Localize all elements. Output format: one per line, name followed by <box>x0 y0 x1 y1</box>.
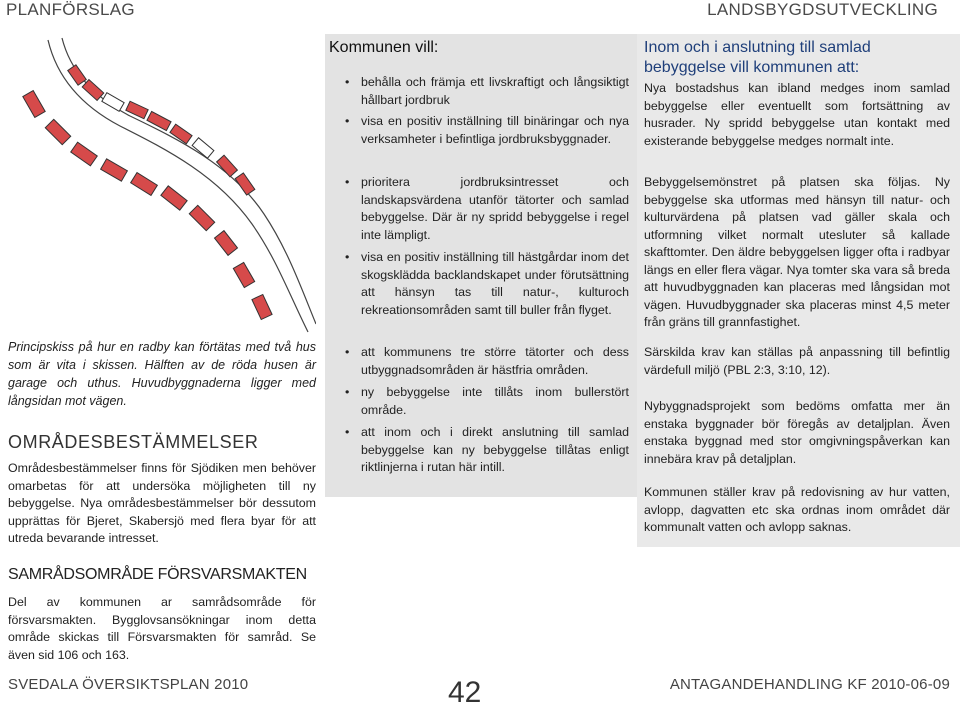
bullet-item: • behålla och främja ett livskraftigt och långsiktigt hållbart jordbruk <box>339 74 629 109</box>
existing-house <box>45 119 70 144</box>
existing-house <box>189 205 214 230</box>
existing-house <box>252 294 272 319</box>
bullet-group-1 <box>339 74 629 148</box>
right-paragraph: Nya bostadshus kan ibland medges inom samlad bebyggelse eller eventuellt som fortsättning av husrader. Ny spridd bebyggelse utan kontakt med existerande bebyggelse medges normalt inte. <box>644 81 950 148</box>
existing-house <box>170 124 192 144</box>
samradsomrade-title: SAMRÅDSOMRÅDE FÖRSVARSMAKTEN <box>8 566 307 583</box>
right-paragraph: Nybyggnadsprojekt som bedöms omfatta mer än enstaka byggnader bör föregås av detaljplan. Även enstaka byggnad med stor omgivningspåverkan kan innebära krav på detaljplan. <box>644 399 950 466</box>
omradesbestammelser-title: OMRÅDESBESTÄMMELSER <box>8 432 259 452</box>
bullet-item: • att inom och i direkt anslutning till samlad bebyggelse kan ny bebyggelse tillåtas enligt riktlinjerna i rutan här intill. <box>339 424 629 477</box>
right-paragraph: Kommunen ställer krav på redovisning av hur vatten, avlopp, dagvatten etc ska ordnas inom området där kommunalt vatten och avlopp saknas. <box>644 485 950 534</box>
bullet-item: • ny bebyggelse inte tillåts inom bullerstört område. <box>339 384 629 419</box>
existing-house <box>214 231 237 256</box>
omradesbestammelser-text: Områdesbestämmelser finns för Sjödiken men behöver omarbetas för att undersöka möjligheten till ny bebyggelse. Nya områdesbestämmelser bör dessutom upprättas för Bjeret, Skabersjö med flera byar för att utreda bevarande intresset. <box>8 461 316 545</box>
bullet-item: • prioritera jordbruksintresset och landskapsvärdena utanför tätorter och samlad bebyggelse. Där är ny spridd bebyggelse i regel inte lämpligt. <box>339 174 629 244</box>
existing-house <box>101 159 128 181</box>
existing-house <box>68 65 87 85</box>
right-paragraph: Bebyggelsemönstret på platsen ska följas. Ny bebyggelse ska utformas med hänsyn till natur- och kulturvärdena på platsen vad gäller skala och utformning vilket normalt utesluter så kallade skafttomter. Den äldre bebyggelsen ligger ofta i radbyar längs en eller flera vägar. Nya tomter ska vara så breda att huvudbyggnaden kan placeras med långsidan mot vägen. Huvudbyggnader ska placeras minst 4,5 meter från gräns till grannfastighet. <box>644 175 950 329</box>
bullet-item: • att kommunens tre större tätorter och dess utbyggnadsområden är hästfria områden. <box>339 344 629 379</box>
existing-house <box>217 155 238 177</box>
existing-house <box>82 80 104 101</box>
existing-house <box>161 186 187 210</box>
header-left: PLANFÖRSLAG <box>6 0 135 19</box>
bullet-group-3 <box>339 344 629 477</box>
existing-house <box>71 142 98 166</box>
page-number: 42 <box>448 676 482 709</box>
footer-right: ANTAGANDEHANDLING KF 2010-06-09 <box>669 676 950 693</box>
existing-house <box>233 262 254 287</box>
right-paragraph: Särskilda krav kan ställas på anpassning till befintlig värdefull miljö (PBL 2:3, 3:10, 12). <box>644 345 950 377</box>
header-right: LANDSBYGDSUTVECKLING <box>707 0 938 19</box>
kommunen-vill-box <box>325 34 637 497</box>
existing-house <box>147 111 171 130</box>
bullet-group-2 <box>339 174 629 319</box>
samlad-bebyggelse-box <box>637 34 960 547</box>
samlad-bebyggelse-title: Inom och i anslutning till samlad bebyggelse vill kommunen att: <box>644 39 871 76</box>
village-sketch <box>8 34 316 334</box>
bullet-item: • visa en positiv inställning till hästgårdar inom det skogsklädda backlandskapet under förutsättning att hänsyn tas till natur-, kulturoch rekreationsområden samt till buller från flyget. <box>339 249 629 319</box>
new-house <box>102 93 124 112</box>
existing-house <box>23 91 45 118</box>
bullet-item: • visa en positiv inställning till binäringar och nya verksamheter i befintliga jordbruksbyggnader. <box>339 113 629 148</box>
houses <box>23 65 272 320</box>
kommunen-vill-title: Kommunen vill: <box>329 39 439 56</box>
samradsomrade-text: Del av kommunen ar samrådsområde för försvarsmakten. Bygglovsansökningar inom detta område skickas till Försvarsmakten för samråd. Se även sid 106 och 163. <box>8 595 316 662</box>
footer-left: SVEDALA ÖVERSIKTSPLAN 2010 <box>8 676 249 693</box>
sketch-caption: Principskiss på hur en radby kan förtätas med två hus som är vita i skissen. Hälften av de röda husen är garage och uthus. Huvudbyggnaderna ligger med långsidan mot vägen. <box>8 340 316 408</box>
existing-house <box>131 173 158 196</box>
